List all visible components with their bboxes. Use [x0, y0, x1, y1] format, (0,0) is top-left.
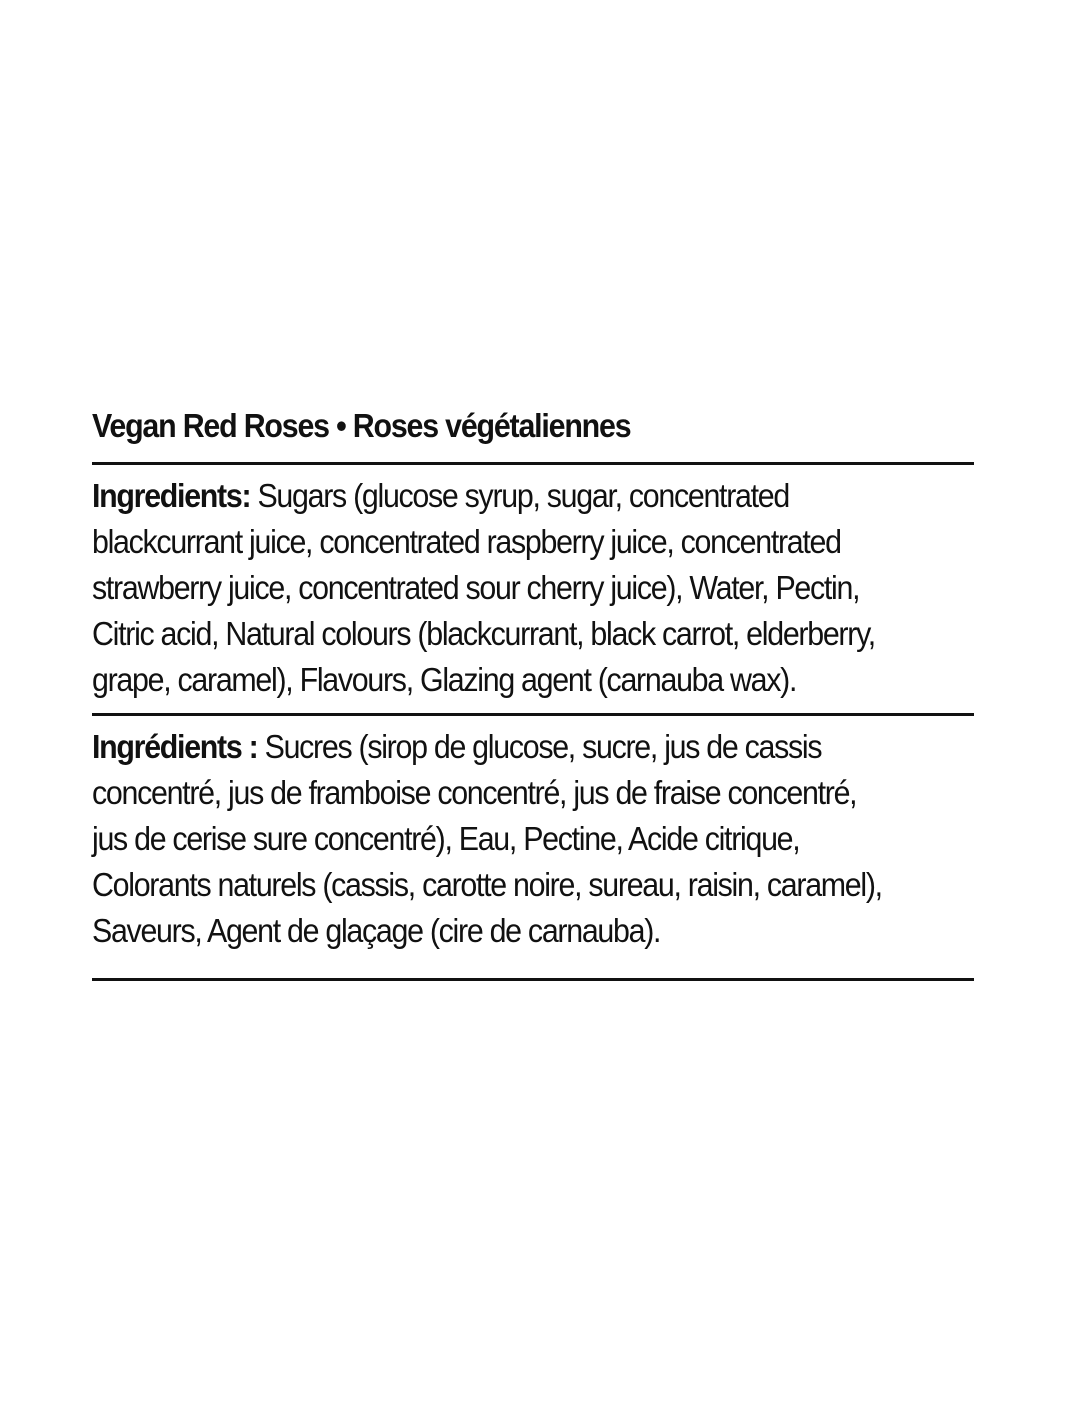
english-ingredients	[92, 473, 975, 703]
ingredients-label	[92, 398, 974, 981]
french-line: Colorants naturels (cassis, carotte noire, sureau, raisin, caramel),	[92, 866, 882, 903]
french-line: concentré, jus de framboise concentré, jus de fraise concentré,	[92, 774, 857, 811]
english-ingredients-heading: Ingredients:	[92, 477, 251, 514]
english-line: Ingredients: Sugars (glucose syrup, sugar, concentrated	[92, 477, 789, 514]
english-line: strawberry juice, concentrated sour cherry juice), Water, Pectin,	[92, 569, 860, 606]
section-divider	[92, 713, 974, 716]
french-line: Ingrédients : Sucres (sirop de glucose, sucre, jus de cassis	[92, 728, 822, 765]
french-line: Saveurs, Agent de glaçage (cire de carnauba).	[92, 912, 661, 949]
title-divider	[92, 462, 974, 465]
french-line: jus de cerise sure concentré), Eau, Pectine, Acide citrique,	[92, 820, 800, 857]
french-ingredients	[92, 724, 975, 954]
english-line: blackcurrant juice, concentrated raspberry juice, concentrated	[92, 523, 841, 560]
bottom-divider	[92, 978, 974, 981]
product-title: Vegan Red Roses • Roses végétaliennes	[92, 407, 631, 444]
english-line: grape, caramel), Flavours, Glazing agent (carnauba wax).	[92, 661, 797, 698]
english-line: Citric acid, Natural colours (blackcurrant, black carrot, elderberry,	[92, 615, 875, 652]
french-ingredients-heading: Ingrédients :	[92, 728, 258, 765]
